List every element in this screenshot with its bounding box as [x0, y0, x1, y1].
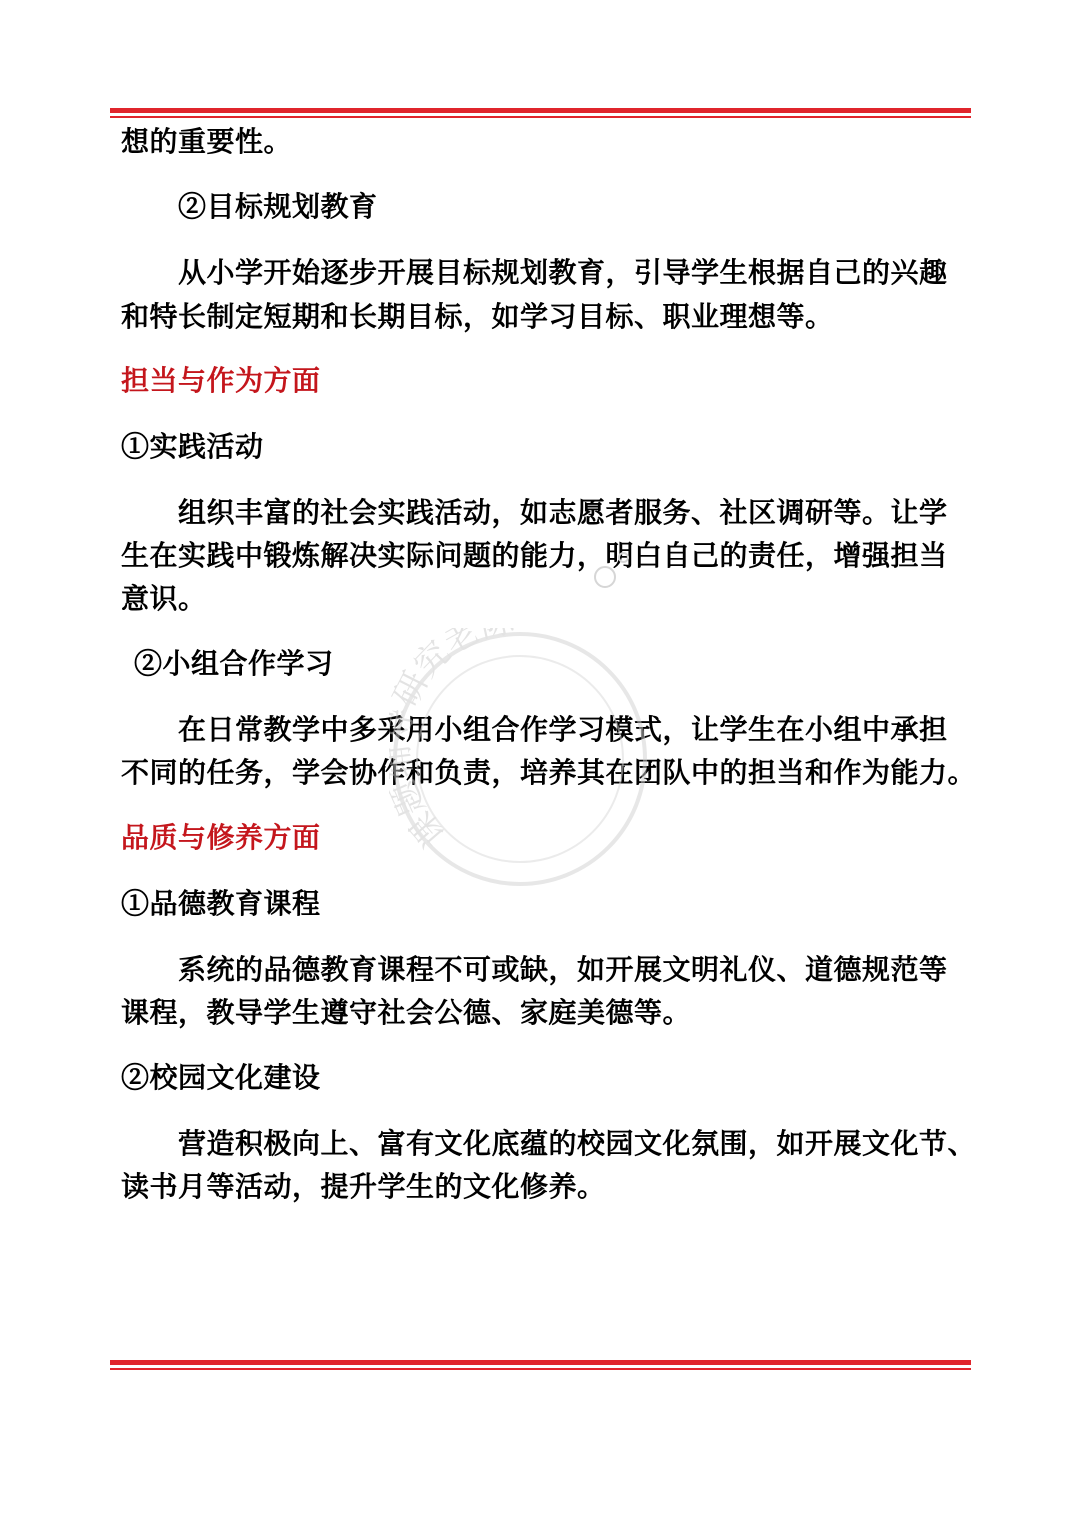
paragraph-line: 系统的品德教育课程不可或缺，如开展文明礼仪、道德规范等 — [178, 953, 948, 986]
paragraph-line: 和特长制定短期和长期目标，如学习目标、职业理想等。 — [121, 300, 834, 333]
group-learning-heading: ②小组合作学习 — [134, 647, 334, 680]
paragraph-line: 从小学开始逐步开展目标规划教育，引导学生根据自己的兴趣 — [178, 256, 948, 289]
watermark-text: 课题辅导研究老陈 — [389, 628, 487, 856]
moral-course-heading: ①品德教育课程 — [121, 887, 321, 920]
paragraph-line: 课程，教导学生遵守社会公德、家庭美德等。 — [121, 996, 692, 1029]
paragraph-line: 生在实践中锻炼解决实际问题的能力，明白自己的责任，增强担当 — [121, 539, 948, 572]
paragraph-line: 在日常教学中多采用小组合作学习模式，让学生在小组中承担 — [178, 713, 948, 746]
practice-activity-heading: ①实践活动 — [121, 430, 264, 463]
section-title-character: 品质与修养方面 — [121, 821, 321, 854]
top-divider-thin — [110, 116, 971, 118]
top-divider-thick — [110, 108, 971, 113]
watermark-seal — [389, 628, 651, 890]
paragraph-line: 读书月等活动，提升学生的文化修养。 — [121, 1170, 606, 1203]
paragraph-line: 意识。 — [121, 582, 207, 615]
bottom-divider-thick — [110, 1360, 971, 1365]
paragraph-line: 营造积极向上、富有文化底蕴的校园文化氛围，如开展文化节、 — [178, 1127, 977, 1160]
watermark-dot-icon — [618, 552, 629, 563]
paragraph-line: 不同的任务，学会协作和负责，培养其在团队中的担当和作为能力。 — [121, 756, 977, 789]
watermark-seal-icon — [389, 628, 651, 890]
goal-planning-heading: ②目标规划教育 — [178, 190, 378, 223]
continuation-line: 想的重要性。 — [121, 125, 293, 158]
bottom-divider — [110, 1360, 971, 1371]
section-title-responsibility: 担当与作为方面 — [121, 364, 321, 397]
paragraph-line: 组织丰富的社会实践活动，如志愿者服务、社区调研等。让学 — [178, 496, 948, 529]
campus-culture-heading: ②校园文化建设 — [121, 1061, 321, 1094]
watermark-dot-icon — [594, 566, 616, 588]
svg-text:课题辅导研究老陈 — [389, 628, 540, 859]
bottom-divider-thin — [110, 1368, 971, 1370]
top-divider — [110, 108, 971, 119]
